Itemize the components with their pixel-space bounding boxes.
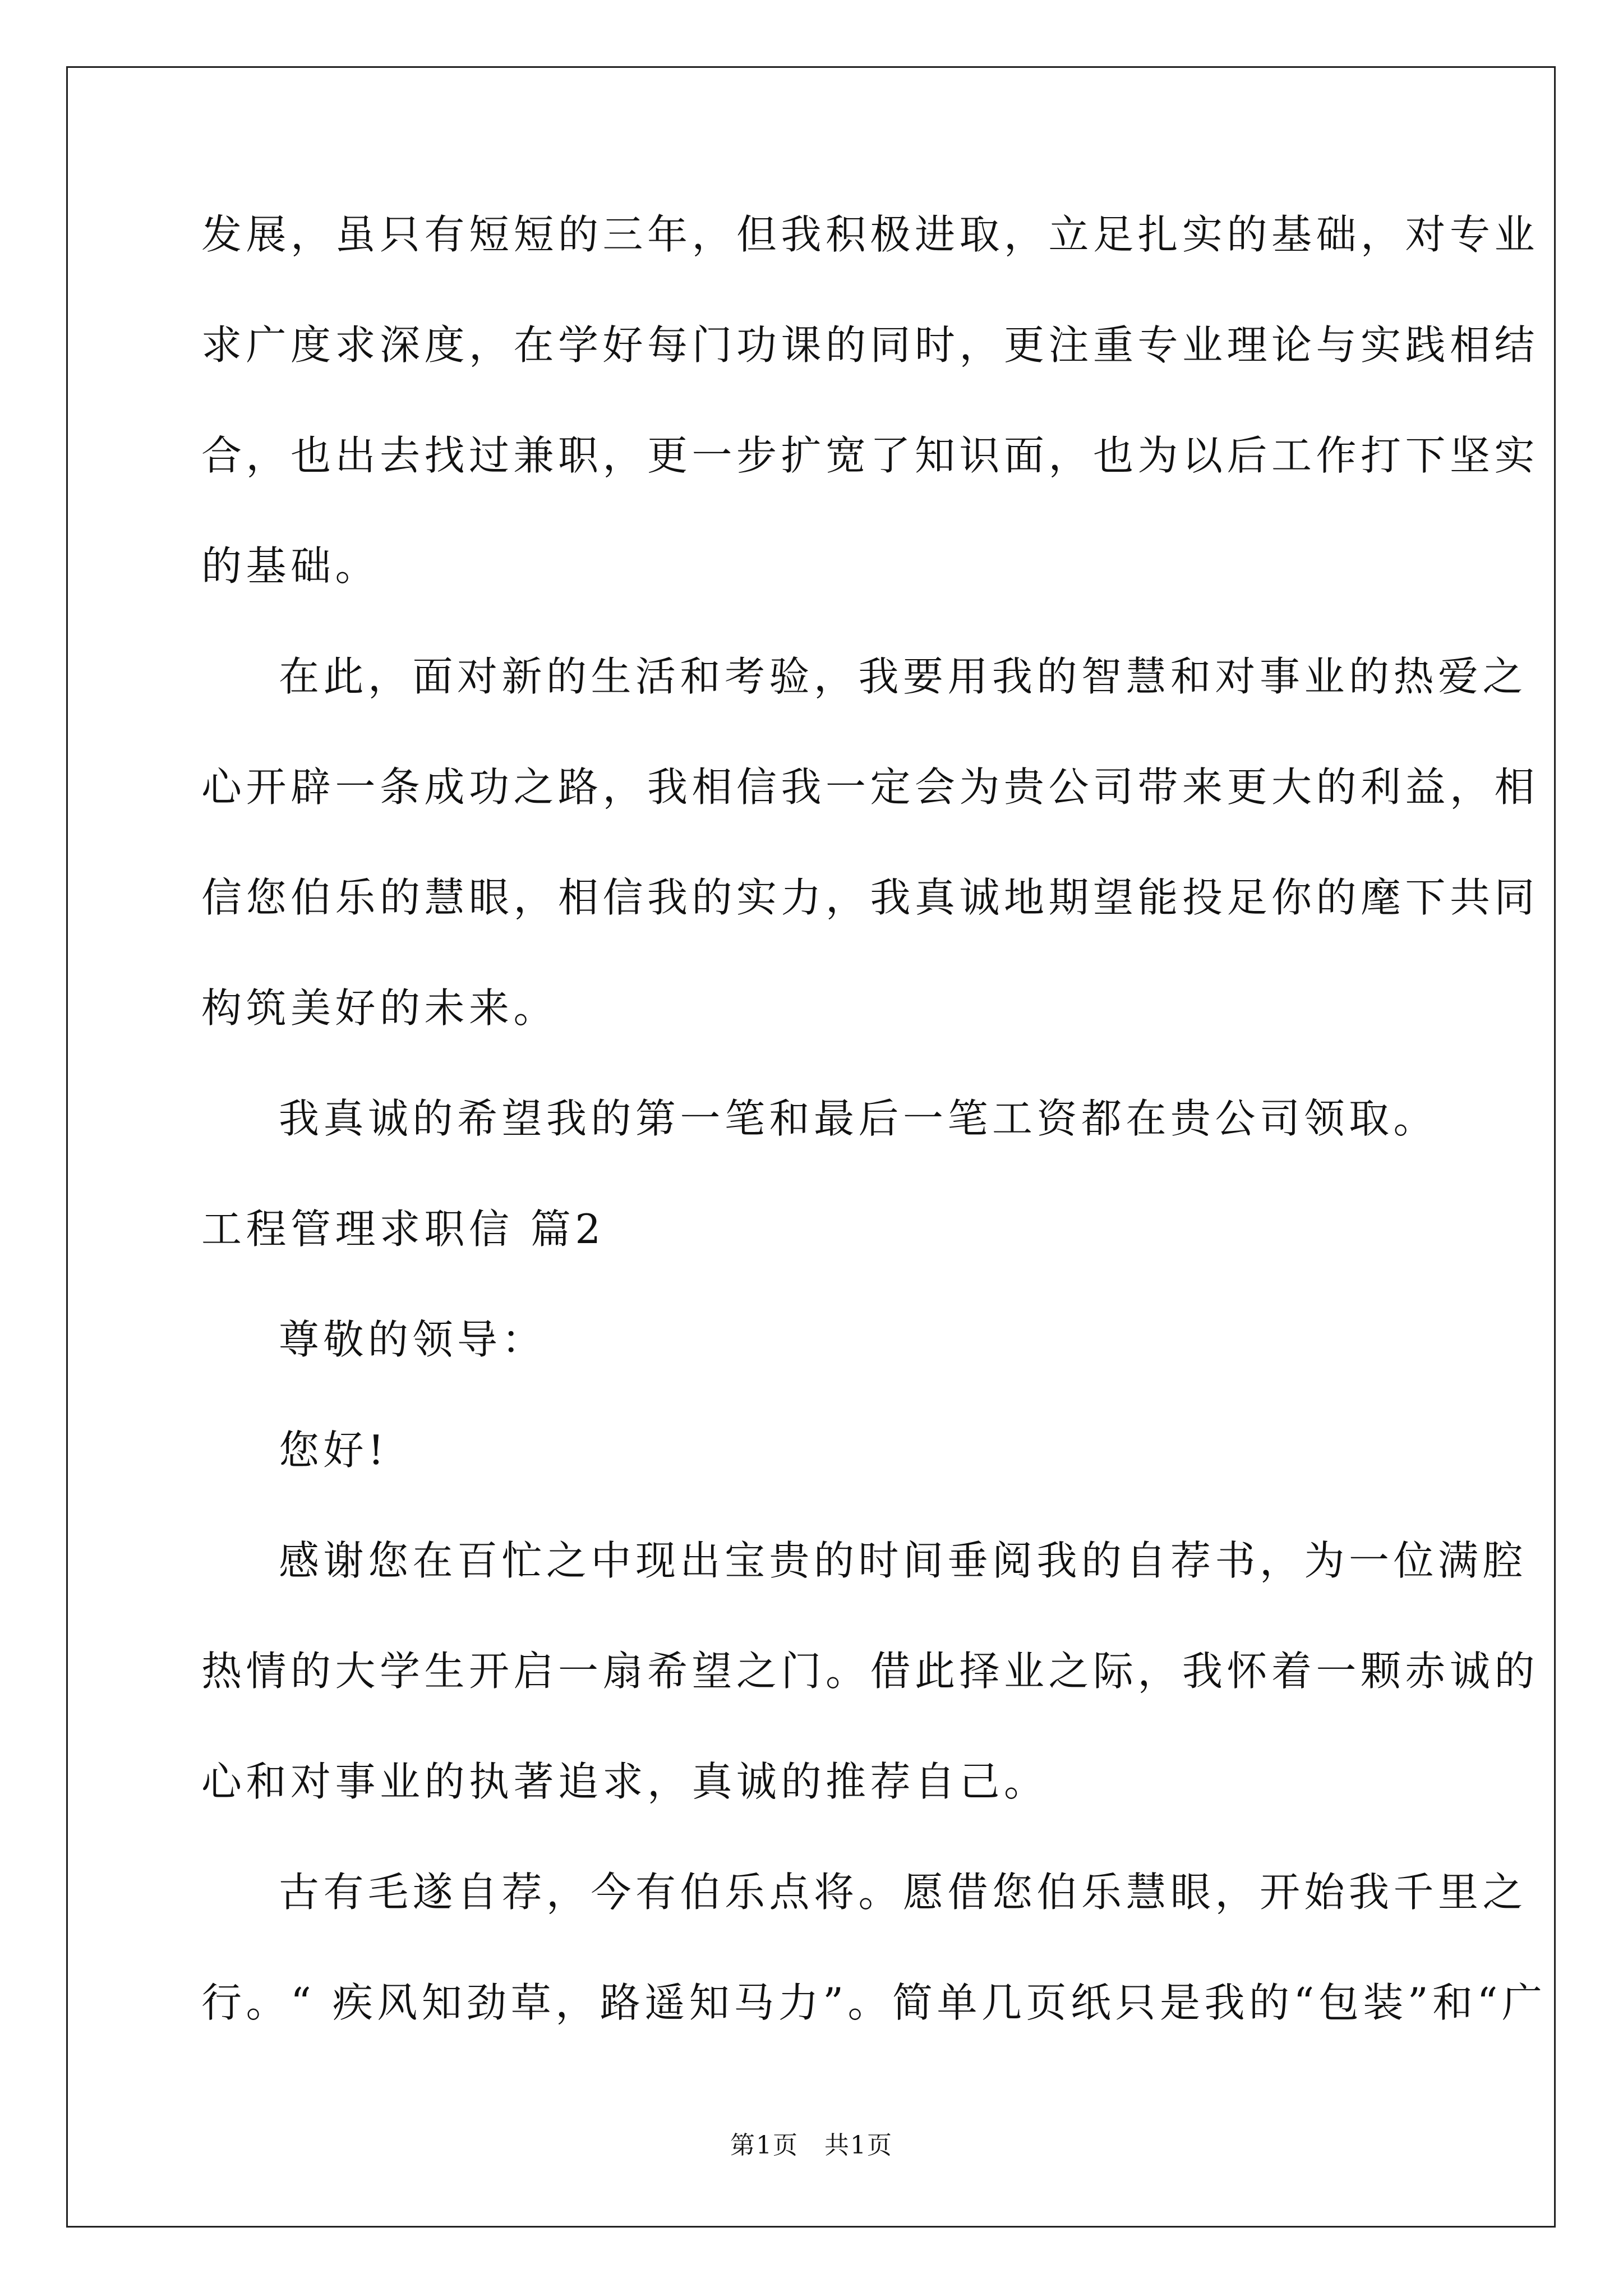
paragraph-line: 在此，面对新的生活和考验，我要用我的智慧和对事业的热爱之 [279,653,1528,700]
paragraph-line: 心和对事业的执著追求，真诚的推荐自己。 [201,1758,1049,1805]
paragraph-line: 构筑美好的未来。 [201,984,559,1032]
paragraph-line: 合，也出去找过兼职，更一步扩宽了知识面，也为以后工作打下坚实 [201,432,1539,479]
paragraph-line: 我真诚的希望我的第一笔和最后一笔工资都在贵公司领取。 [279,1095,1438,1142]
page-number: 第1页 共1页 [730,2131,893,2160]
paragraph-line: 热情的大学生开启一扇希望之门。借此择业之际，我怀着一颗赤诚的 [201,1648,1539,1695]
paragraph-line: 求广度求深度，在学好每门功课的同时，更注重专业理论与实践相结 [201,321,1539,369]
greeting: 您好! [279,1427,389,1474]
section-heading: 工程管理求职信 篇2 [201,1205,605,1253]
paragraph-line: 感谢您在百忙之中现出宝贵的时间垂阅我的自荐书，为一位满腔 [279,1537,1528,1584]
paragraph-line: 的基础。 [201,542,380,590]
paragraph-line: 心开辟一条成功之路，我相信我一定会为贵公司带来更大的利益，相 [201,763,1539,811]
paragraph-line: 信您伯乐的慧眼，相信我的实力，我真诚地期望能投足你的麾下共同 [201,874,1539,921]
paragraph-line: 行。“ 疾风知劲草，路遥知马力”。简单几页纸只是我的“包装”和“广 [201,1979,1547,2026]
paragraph-line: 发展，虽只有短短的三年，但我积极进取，立足扎实的基础，对专业 [201,211,1539,258]
paragraph-line: 古有毛遂自荐，今有伯乐点将。愿借您伯乐慧眼，开始我千里之 [279,1869,1528,1916]
salutation: 尊敬的领导： [279,1316,547,1363]
